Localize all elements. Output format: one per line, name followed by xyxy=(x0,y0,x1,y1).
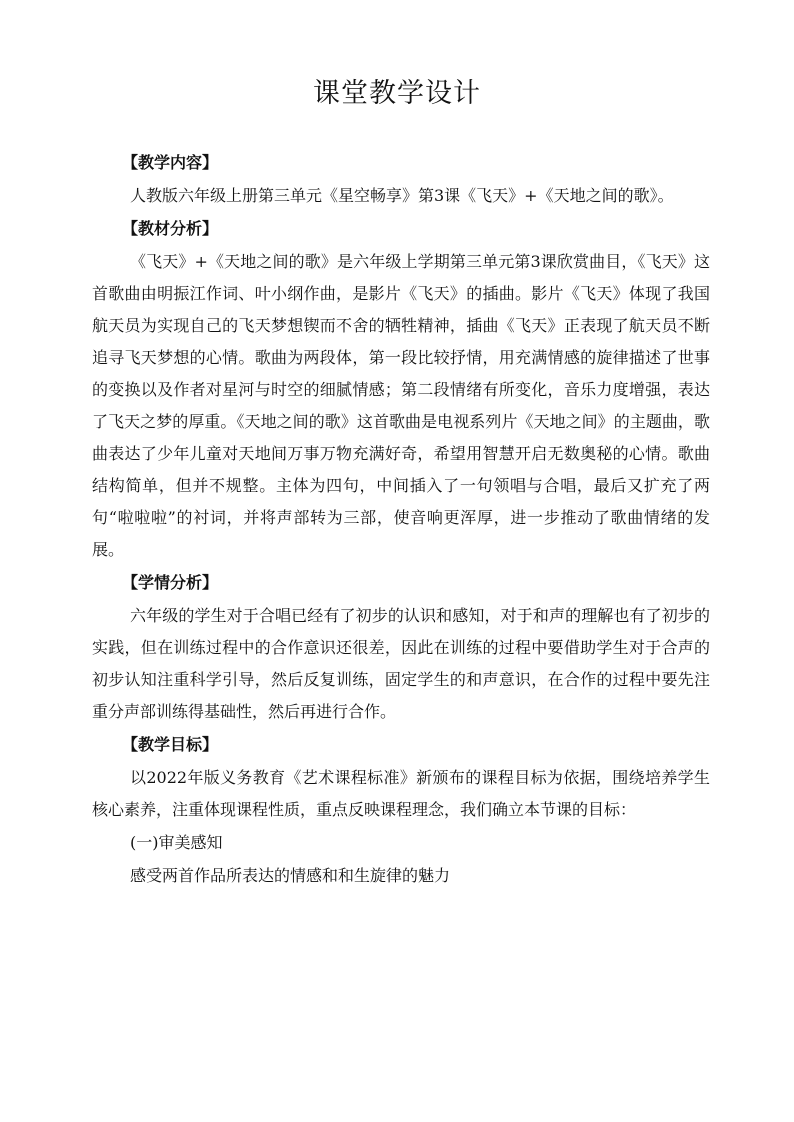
paragraph-student-analysis: 六年级的学生对于合唱已经有了初步的认识和感知，对于和声的理解也有了初步的实践，但在训练过程中的合作意识还很差，因此在训练的过程中要借助学生对于合声的初步认知注重科学引导，然后反复训练，固定学生的和声意识，在合作的过程中要先注重分声部训练得基础性，然后再进行合作。 xyxy=(92,606,710,721)
section-heading-teaching-content: 【教学内容】 xyxy=(122,153,219,172)
paragraph-aesthetic-perception: 感受两首作品所表达的情感和和生旋律的魅力 xyxy=(130,866,451,885)
document-title: 课堂教学设计 xyxy=(313,78,481,109)
section-heading-material-analysis: 【教材分析】 xyxy=(122,219,219,238)
paragraph-teaching-content: 人教版六年级上册第三单元《星空畅享》第3课《飞天》+《天地之间的歌》。 xyxy=(130,186,674,205)
subheading-aesthetic-perception: (一)审美感知 xyxy=(130,833,223,852)
paragraph-material-analysis: 《飞天》+《天地之间的歌》是六年级上学期第三单元第3课欣赏曲目，《飞天》这首歌曲由明振江作词、叶小纲作曲，是影片《飞天》的插曲。影片《飞天》体现了我国航天员为实现自己的飞天梦想锲而不舍的牺牲精神，插曲《飞天》正表现了航天员不断追寻飞天梦想的心情。歌曲为两段体，第一段比较抒情，用充满情感的旋律描述了世事的变换以及作者对星河与时空的细腻情感；第二段情绪有所变化，音乐力度增强，表达了飞天之梦的厚重。《天地之间的歌》这首歌曲是电视系列片《天地之间》的主题曲，歌曲表达了少年儿童对天地间万事万物充满好奇，希望用智慧开启无数奥秘的心情。歌曲结构简单，但并不规整。主体为四句，中间插入了一句领唱与合唱，最后又扩充了两句“啦啦啦”的衬词，并将声部转为三部，使音响更浑厚，进一步推动了歌曲情绪的发展。 xyxy=(92,252,710,559)
section-heading-teaching-objectives: 【教学目标】 xyxy=(122,735,219,754)
section-heading-student-analysis: 【学情分析】 xyxy=(122,573,219,592)
document-body xyxy=(92,146,710,892)
paragraph-teaching-objectives: 以2022年版义务教育《艺术课程标准》新颁布的课程目标为依据，围绕培养学生核心素养，注重体现课程性质，重点反映课程理念，我们确立本节课的目标： xyxy=(92,768,710,819)
